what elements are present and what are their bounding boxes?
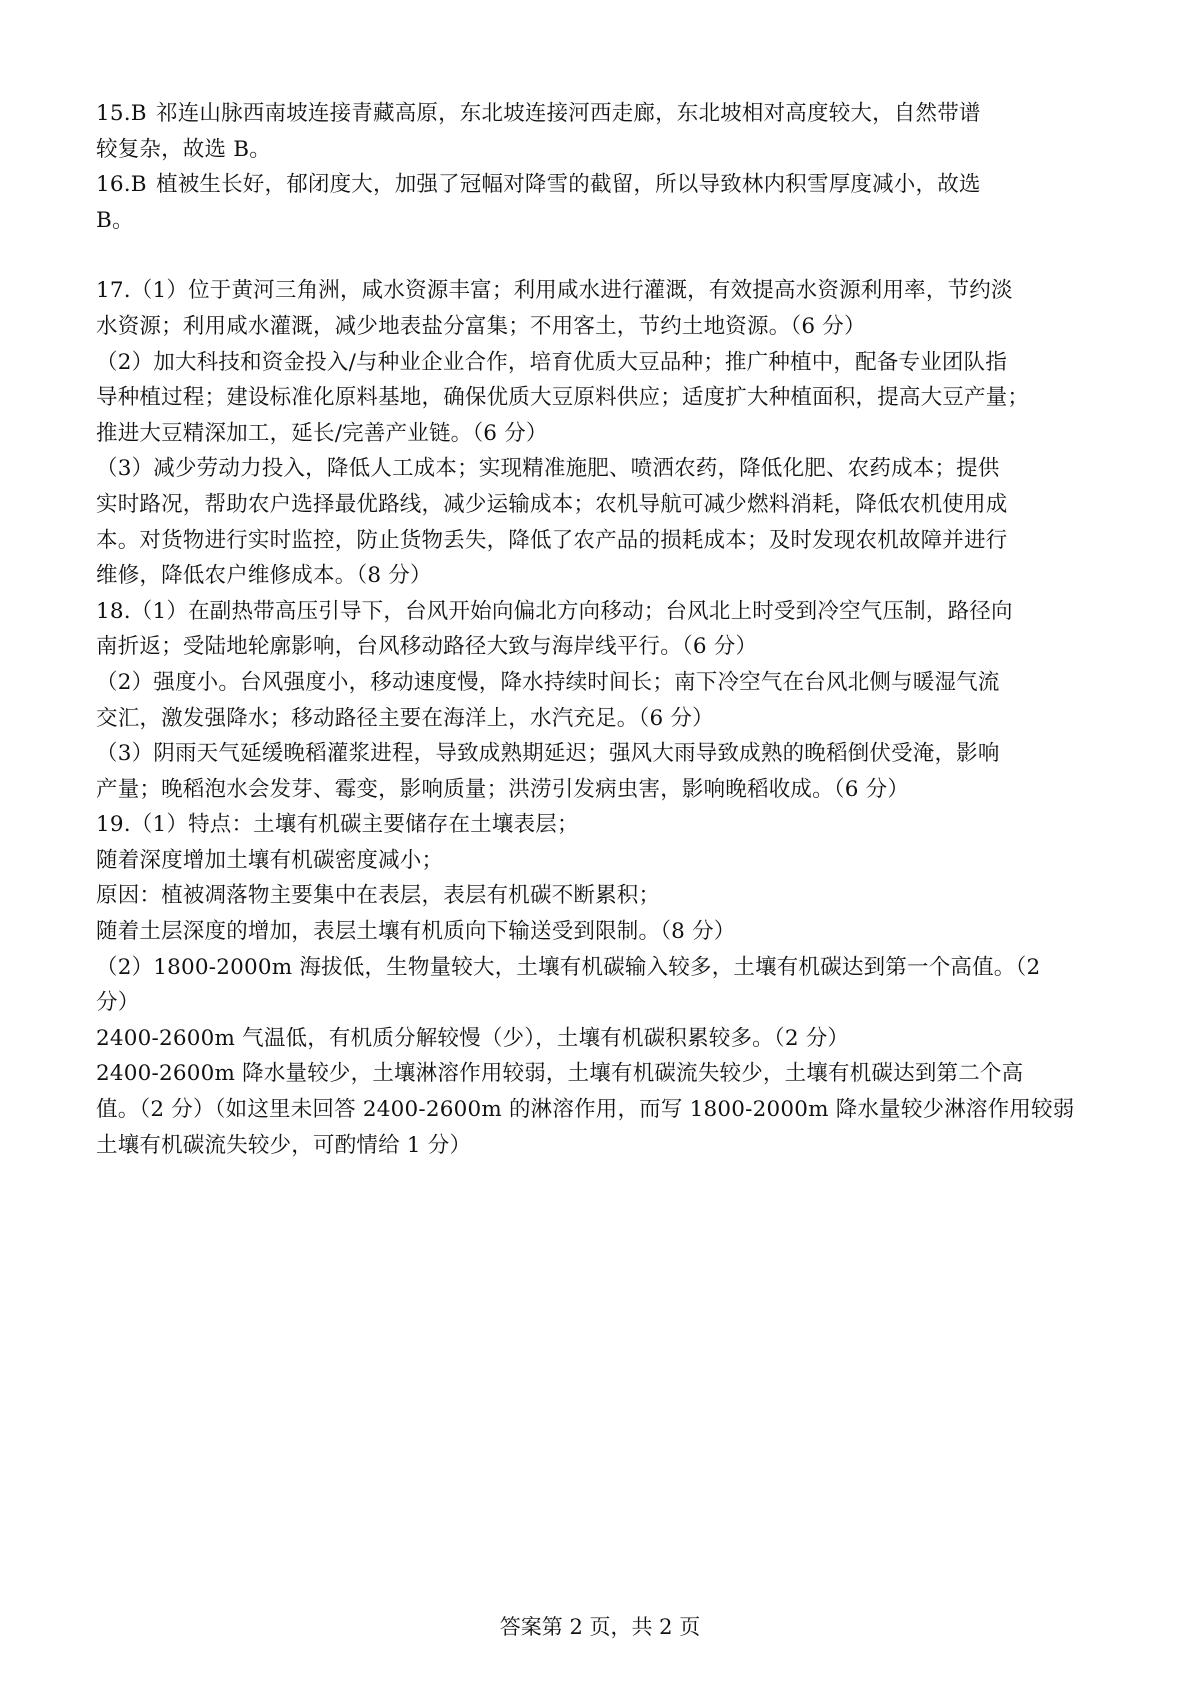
q19-p4-line-3: 土壤有机碳流失较少，可酌情给 1 分） — [96, 1132, 472, 1158]
section-gap — [96, 238, 1120, 273]
q17-p1-line-1: 17.（1）位于黄河三角洲，咸水资源丰富；利用咸水进行灌溉，有效提高水资源利用率，节约淡 — [96, 278, 1013, 304]
q18-p1-line-2: 南折返；受陆地轮廓影响，台风移动路径大致与海岸线平行。（6 分） — [96, 634, 758, 660]
q19-p1-line-4: 随着土层深度的增加，表层土壤有机质向下输送受到限制。（8 分） — [96, 919, 736, 945]
q18-p3-line-2: 产量；晚稻泡水会发芽、霉变，影响质量；洪涝引发病虫害，影响晚稻收成。（6 分） — [96, 776, 910, 802]
page-footer: 答案第 2 页，共 2 页 — [499, 1615, 701, 1639]
q18-p2-line-1: （2）强度小。台风强度小，移动速度慢，降水持续时间长；南下冷空气在台风北侧与暖湿气流 — [96, 669, 1000, 695]
q19-p1-line-1: 19.（1）特点：土壤有机碳主要储存在土壤表层； — [96, 812, 579, 838]
q18-p1-line-1: 18.（1）在副热带高压引导下，台风开始向偏北方向移动；台风北上时受到冷空气压制，路径向 — [96, 598, 1013, 624]
answer-sheet — [96, 96, 1120, 1163]
q18-p3-line-1: （3）阴雨天气延缓晚稻灌浆进程，导致成熟期延迟；强风大雨导致成熟的晚稻倒伏受淹，影响 — [96, 741, 1000, 767]
q19-p4-line-1: 2400-2600m 降水量较少，土壤淋溶作用较弱，土壤有机碳流失较少，土壤有机碳达到第二个高 — [96, 1061, 1024, 1087]
q17-p2-line-2: 导种植过程；建设标准化原料基地，确保优质大豆原料供应；适度扩大种植面积，提高大豆产量； — [96, 385, 1030, 411]
q17-p3-line-1: （3）减少劳动力投入，降低人工成本；实现精准施肥、喷洒农药，降低化肥、农药成本；提供 — [96, 456, 1000, 482]
q19-p2-line-1: （2）1800-2000m 海拔低，生物量较大，土壤有机碳输入较多，土壤有机碳达到第一个高值。（2 — [96, 954, 1041, 980]
q15-line-1 — [96, 96, 1120, 132]
q18-p2-line-2: 交汇，激发强降水；移动路径主要在海洋上，水汽充足。（6 分） — [96, 705, 714, 731]
q15-text-1: 祁连山脉西南坡连接青藏高原，东北坡连接河西走廊，东北坡相对高度较大，自然带谱 — [156, 101, 981, 126]
q16-text-1: 植被生长好，郁闭度大，加强了冠幅对降雪的截留，所以导致林内积雪厚度减小，故选 — [156, 172, 981, 198]
q19-p3-line-1: 2400-2600m 气温低，有机质分解较慢（少），土壤有机碳积累较多。（2 分） — [96, 1025, 850, 1051]
q17-p3-line-3: 本。对货物进行实时监控，防止货物丢失，降低了农产品的损耗成本；及时发现农机故障并进行 — [96, 527, 1008, 553]
q19-p1-line-3: 原因：植被凋落物主要集中在表层，表层有机碳不断累积； — [96, 883, 661, 909]
q15-line-2: 较复杂，故选 B。 — [96, 136, 271, 162]
q15-number: 15.B — [96, 101, 147, 126]
q16-line-1 — [96, 167, 1120, 203]
q17-p1-line-2: 水资源；利用咸水灌溉，减少地表盐分富集；不用客土，节约土地资源。（6 分） — [96, 313, 866, 339]
q17-p3-line-4: 维修，降低农户维修成本。（8 分） — [96, 563, 432, 589]
q17-p2-line-3: 推进大豆精深加工，延长/完善产业链。（6 分） — [96, 420, 548, 446]
q17-p3-line-2: 实时路况，帮助农户选择最优路线，减少运输成本；农机导航可减少燃料消耗，降低农机使用成 — [96, 491, 1008, 517]
q16-number: 16.B — [96, 172, 147, 198]
q19-p1-line-2: 随着深度增加土壤有机碳密度减小； — [96, 847, 444, 873]
q17-p2-line-1: （2）加大科技和资金投入/与种业企业合作，培育优质大豆品种；推广种植中，配备专业团队指 — [96, 349, 1008, 375]
q19-p2-line-2: 分） — [96, 990, 140, 1016]
q19-p4-line-2: 值。（2 分）（如这里未回答 2400-2600m 的淋溶作用，而写 1800-2000m 降水量较少淋溶作用较弱 — [96, 1097, 1075, 1123]
q16-line-2: B。 — [96, 207, 134, 233]
